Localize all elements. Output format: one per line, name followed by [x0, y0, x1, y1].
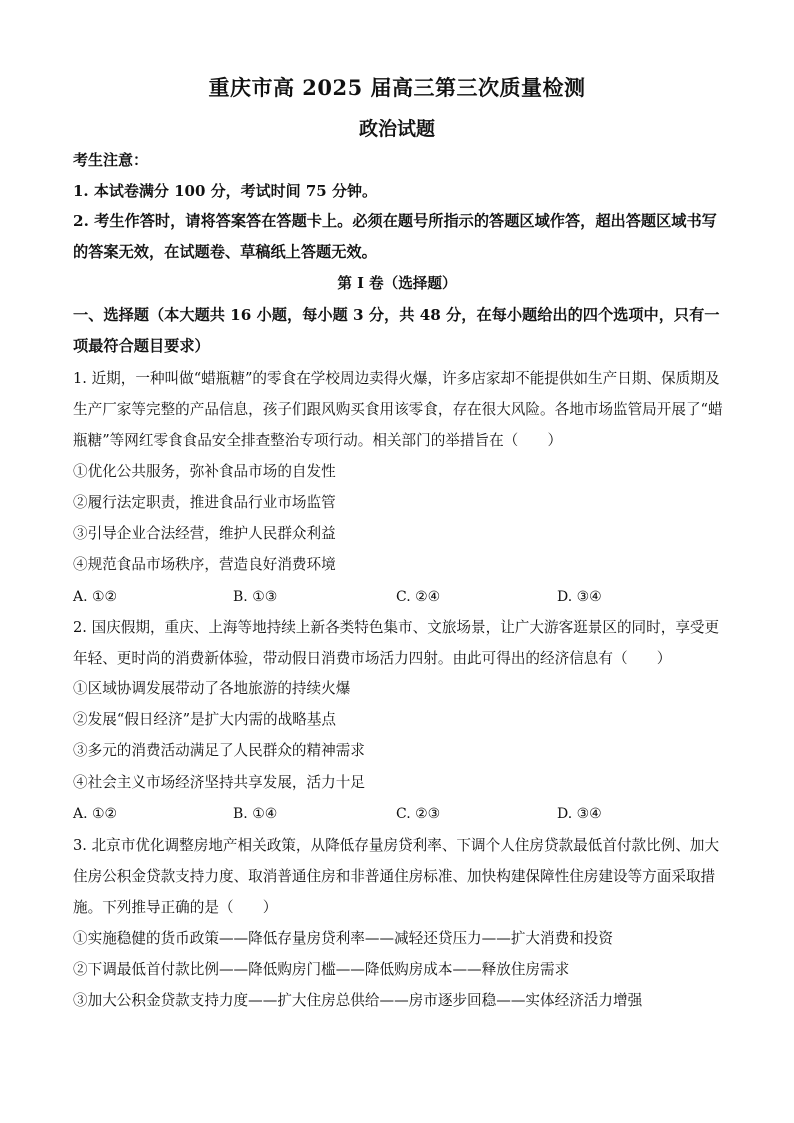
question-2-option-b: B. ①④ — [233, 806, 278, 822]
section-title: 一、选择题（本大题共 16 小题，每小题 3 分，共 48 分，在每小题给出的四个选项中，只有一项最符合题目要求） — [73, 306, 720, 355]
question-2-option-a: A. ①② — [73, 806, 118, 822]
question-1-option-a: A. ①② — [73, 589, 118, 605]
question-2-item-2: ②发展“假日经济”是扩大内需的战略基点 — [73, 711, 337, 728]
notice-item-1: 1. 本试卷满分 100 分，考试时间 75 分钟。 — [73, 182, 377, 200]
question-3-stem: 3. 北京市优化调整房地产相关政策，从降低存量房贷利率、下调个人住房贷款最低首付款比例、加大住房公积金贷款支持力度、取消普通住房和非普通住房标准、加快构建保障性住房建设等方面采取措施。下列推导正确的是（ ） — [73, 837, 720, 916]
question-2-option-d: D. ③④ — [557, 806, 602, 822]
question-3-item-3: ③加大公积金贷款支持力度——扩大住房总供给——房市逐步回稳——实体经济活力增强 — [73, 992, 643, 1009]
question-1-item-2: ②履行法定职责，推进食品行业市场监管 — [73, 494, 336, 511]
question-2-item-3: ③多元的消费活动满足了人民群众的精神需求 — [73, 742, 365, 759]
question-3-item-1: ①实施稳健的货币政策——降低存量房贷利率——减轻还贷压力——扩大消费和投资 — [73, 930, 613, 947]
question-1-stem: 1. 近期，一种叫做“蜡瓶糖”的零食在学校周边卖得火爆，许多店家却不能提供如生产日期、保质期及生产厂家等完整的产品信息，孩子们跟风购买食用该零食，存在很大风险。各地市场监管局开展了“蜡瓶糖”等网红零食食品安全排查整治专项行动。相关部门的举措旨在（ ） — [73, 370, 723, 449]
question-1-item-1: ①优化公共服务，弥补食品市场的自发性 — [73, 463, 336, 480]
subject-title: 政治试题 — [358, 118, 435, 140]
notice-item-2: 2. 考生作答时，请将答案答在答题卡上。必须在题号所指示的答题区域作答，超出答题区域书写的答案无效，在试题卷、草稿纸上答题无效。 — [73, 212, 717, 261]
exam-title: 重庆市高 2025 届高三第三次质量检测 — [208, 75, 586, 100]
question-1-item-4: ④规范食品市场秩序，营造良好消费环境 — [73, 556, 336, 573]
question-2-stem: 2. 国庆假期，重庆、上海等地持续上新各类特色集市、文旅场景，让广大游客逛景区的同时，享受更年轻、更时尚的消费新体验，带动假日消费市场活力四射。由此可得出的经济信息有（ ） — [73, 619, 720, 667]
question-3-item-2: ②下调最低首付款比例——降低购房门槛——降低购房成本——释放住房需求 — [73, 961, 570, 978]
question-2-item-4: ④社会主义市场经济坚持共享发展，活力十足 — [73, 774, 365, 791]
volume-title: 第 I 卷（选择题） — [337, 275, 457, 292]
question-1-option-d: D. ③④ — [557, 589, 602, 605]
question-1-option-c: C. ②④ — [396, 589, 441, 605]
question-1-option-b: B. ①③ — [233, 589, 278, 605]
question-1-item-3: ③引导企业合法经营，维护人民群众利益 — [73, 525, 336, 542]
question-2-item-1: ①区域协调发展带动了各地旅游的持续火爆 — [73, 680, 351, 697]
notice-heading: 考生注意： — [73, 151, 149, 169]
question-2-option-c: C. ②③ — [396, 806, 441, 822]
